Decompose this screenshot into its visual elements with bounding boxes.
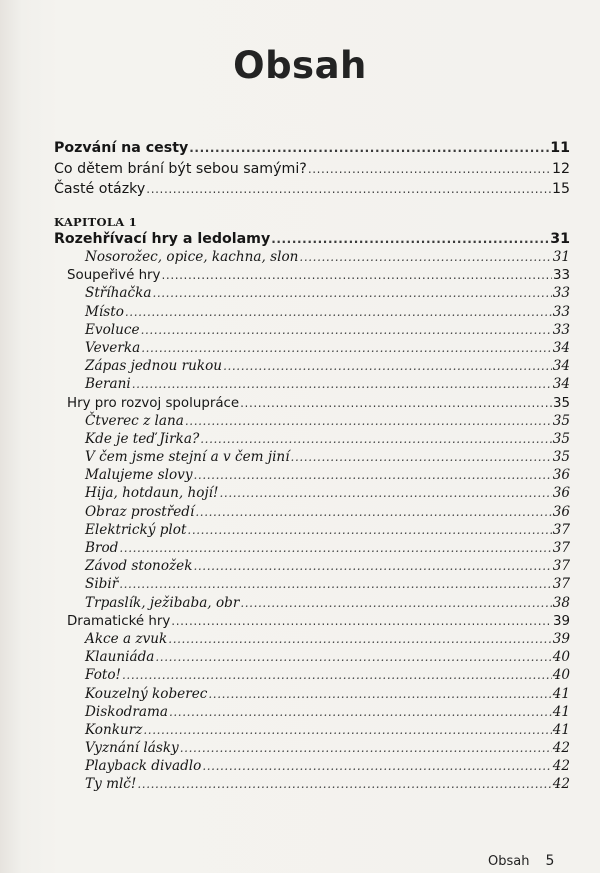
dot-leader (119, 575, 551, 593)
toc-section-entry[interactable] (54, 394, 570, 412)
toc-entry-page: 36 (552, 503, 570, 520)
toc-entry-label: Playback divadlo (85, 758, 202, 775)
chapter-entries (54, 248, 570, 794)
footer-label: Obsah (488, 854, 530, 869)
toc-item-entry[interactable] (54, 339, 570, 357)
toc-entry-label: Pozvání na cesty (54, 140, 189, 156)
toc-entry-page: 33 (552, 303, 570, 320)
dot-leader (220, 484, 552, 502)
dot-leader (185, 412, 552, 430)
toc-entry-page: 33 (552, 268, 570, 284)
toc-item-entry[interactable] (54, 575, 570, 593)
toc-entry-label: Evoluce (85, 321, 140, 338)
dot-leader (161, 266, 551, 284)
toc-entry-label: Brod (85, 540, 119, 556)
toc-item-entry[interactable] (54, 775, 570, 793)
dot-leader (132, 375, 552, 393)
dot-leader (200, 430, 551, 448)
toc-item-entry[interactable] (54, 703, 570, 721)
dot-leader (223, 357, 552, 375)
toc-entry-page: 12 (551, 160, 570, 177)
toc-entry-label: Veverka (85, 339, 141, 356)
toc-entry-label: Soupeřivé hry (67, 268, 161, 284)
toc-entry-page: 39 (552, 630, 570, 647)
toc-entry-page: 36 (552, 467, 570, 484)
toc-entry-label: Berani (85, 376, 131, 393)
toc-entry-page: 35 (552, 412, 570, 429)
toc-entry-page: 38 (552, 594, 570, 611)
page-title: Obsah (233, 44, 367, 87)
toc-entry-page: 42 (552, 758, 570, 775)
toc-entry-label: Stříhačka (85, 285, 152, 302)
dot-leader (193, 557, 551, 575)
dot-leader (155, 648, 551, 666)
table-of-contents (54, 138, 570, 794)
toc-item-entry[interactable] (54, 666, 570, 684)
toc-entry-page: 37 (552, 558, 570, 575)
dot-leader (189, 138, 549, 159)
toc-entry-label: Obraz prostředí (85, 503, 195, 520)
toc-entry-page: 37 (552, 521, 570, 538)
toc-entry-page: 33 (552, 285, 570, 302)
page-number: 5 (545, 853, 555, 869)
toc-entry[interactable] (54, 179, 570, 200)
toc-entry-page: 35 (552, 430, 570, 447)
dot-leader (125, 303, 552, 321)
dot-leader (146, 179, 551, 200)
toc-item-entry[interactable] (54, 521, 570, 539)
toc-entry-label: Závod stonožek (85, 558, 193, 575)
dot-leader (208, 685, 551, 703)
toc-entry-label: Hija, hotdaun, hojí! (85, 485, 219, 502)
chapter-kicker: KAPITOLA 1 (54, 214, 138, 229)
toc-section-entry[interactable] (54, 612, 570, 630)
toc-item-entry[interactable] (54, 557, 570, 575)
dot-leader (308, 159, 551, 180)
toc-entry-label: Diskodrama (85, 703, 168, 720)
dot-leader (194, 466, 552, 484)
dot-leader (152, 284, 551, 302)
toc-entry-page: 15 (551, 181, 570, 197)
dot-leader (271, 230, 549, 249)
toc-entry-label: V čem jsme stejní a v čem jiní (85, 449, 290, 466)
toc-item-entry[interactable] (54, 721, 570, 739)
dot-leader (240, 594, 551, 612)
toc-entry-page: 37 (552, 540, 570, 556)
toc-entry-label: Hry pro rozvoj spolupráce (67, 395, 240, 411)
dot-leader (168, 630, 551, 648)
toc-entry-label: Kde je teď Jirka? (85, 430, 200, 447)
dot-leader (202, 757, 551, 775)
toc-entry-page: 33 (552, 321, 570, 338)
dot-leader (137, 775, 551, 793)
toc-item-entry[interactable] (54, 757, 570, 775)
toc-entry-page: 40 (552, 649, 570, 666)
toc-entry-label: Sibiř (85, 576, 119, 593)
toc-entry-label: Místo (85, 303, 124, 320)
dot-leader (171, 612, 552, 630)
dot-leader (195, 503, 551, 521)
toc-item-entry[interactable] (54, 594, 570, 612)
toc-item-entry[interactable] (54, 303, 570, 321)
dot-leader (187, 521, 551, 539)
chapter-title: Rozehřívací hry a ledolamy (54, 230, 271, 247)
toc-entry-page: 41 (552, 685, 570, 702)
toc-item-entry[interactable] (54, 321, 570, 339)
toc-entry-page: 36 (552, 485, 570, 502)
toc-entry-page: 35 (552, 395, 570, 411)
toc-entry-page: 40 (552, 667, 570, 684)
toc-entry-page: 11 (550, 140, 570, 156)
toc-entry-label: Malujeme slovy (85, 467, 193, 484)
toc-entry-label: Akce a zvuk (85, 630, 168, 647)
toc-entry-label: Kouzelný koberec (85, 685, 208, 702)
toc-entry-label: Zápas jednou rukou (85, 358, 223, 375)
toc-entry-label: Vyznání lásky (85, 740, 179, 757)
toc-entry-label: Čtverec z lana (85, 412, 184, 429)
toc-item-entry[interactable] (54, 539, 570, 557)
toc-entry-page: 31 (552, 249, 570, 265)
dot-leader (141, 321, 552, 339)
toc-entry-label: Nosorožec, opice, kachna, slon (85, 249, 299, 265)
toc-entry-page: 34 (552, 358, 570, 375)
toc-entry-page: 37 (552, 576, 570, 593)
dot-leader (141, 339, 552, 357)
chapter-title-entry[interactable] (54, 230, 570, 249)
toc-item-entry[interactable] (54, 630, 570, 648)
toc-item-entry[interactable] (54, 484, 570, 502)
toc-item-entry[interactable] (54, 739, 570, 757)
dot-leader (143, 721, 551, 739)
dot-leader (119, 539, 551, 557)
toc-entry-page: 34 (552, 339, 570, 356)
dot-leader (299, 248, 551, 266)
dot-leader (180, 739, 552, 757)
toc-entry-label: Foto! (85, 667, 121, 684)
toc-item-entry[interactable] (54, 466, 570, 484)
dot-leader (291, 448, 552, 466)
dot-leader (169, 703, 552, 721)
toc-entry-label: Co dětem brání být sebou samými? (54, 160, 307, 177)
page-footer (488, 853, 554, 869)
toc-entry-label: Trpaslík, ježibaba, obr (85, 594, 240, 611)
toc-entry-page: 42 (552, 776, 570, 793)
toc-item-entry[interactable] (54, 503, 570, 521)
toc-section-entry[interactable] (54, 266, 570, 284)
toc-item-entry[interactable] (54, 448, 570, 466)
chapter-page: 31 (550, 230, 570, 247)
toc-entry-page: 41 (552, 703, 570, 720)
toc-entry-page: 41 (552, 721, 570, 738)
toc-item-entry[interactable] (54, 412, 570, 430)
toc-entry[interactable] (54, 138, 570, 159)
toc-entry-label: Dramatické hry (67, 613, 171, 629)
toc-item-entry[interactable] (54, 357, 570, 375)
toc-entry-label: Klauniáda (85, 649, 155, 666)
toc-entry-label: Konkurz (85, 721, 143, 738)
toc-entry[interactable] (54, 159, 570, 180)
toc-item-entry[interactable] (54, 685, 570, 703)
toc-entry-label: Časté otázky (54, 181, 146, 197)
toc-entry-page: 42 (552, 740, 570, 757)
toc-item-entry[interactable] (54, 248, 570, 266)
toc-item-entry[interactable] (54, 284, 570, 302)
toc-entry-label: Elektrický plot (85, 521, 187, 538)
toc-item-entry[interactable] (54, 648, 570, 666)
toc-entry-page: 34 (552, 376, 570, 393)
toc-entry-label: Ty mlč! (85, 776, 137, 793)
dot-leader (122, 666, 552, 684)
dot-leader (240, 394, 552, 412)
toc-entry-page: 35 (552, 449, 570, 466)
toc-entry-page: 39 (552, 613, 570, 629)
toc-item-entry[interactable] (54, 375, 570, 393)
toc-item-entry[interactable] (54, 430, 570, 448)
